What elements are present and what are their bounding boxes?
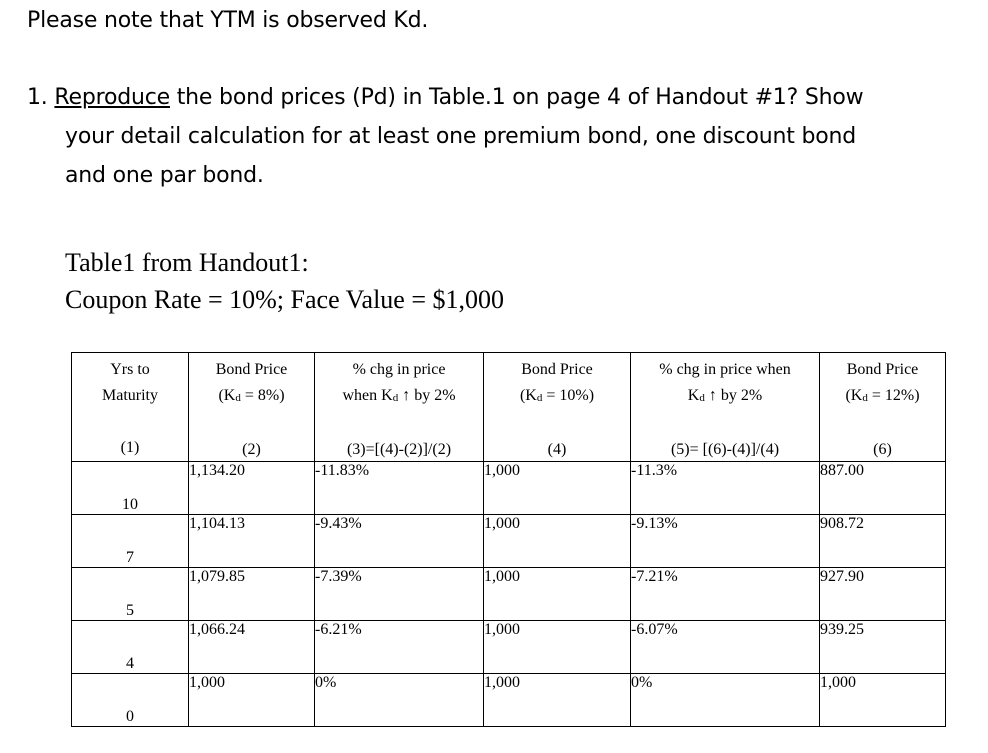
cell-chg-2: -11.3% — [631, 462, 820, 515]
table-row — [72, 568, 946, 621]
cell-price-8: 1,000 — [189, 674, 315, 727]
cell-price-10: 1,000 — [484, 674, 631, 727]
cell-chg-2: -7.21% — [631, 568, 820, 621]
cell-chg-1: -11.83% — [315, 462, 484, 515]
cell-chg-2: -6.07% — [631, 621, 820, 674]
table-row — [72, 515, 946, 568]
table-row — [72, 674, 946, 727]
question-line-1: the bond prices (Pd) in Table.1 on page 4 of Handout #1? Show — [176, 85, 864, 110]
cell-chg-1: -6.21% — [315, 621, 484, 674]
question-line-3: and one par bond. — [65, 163, 264, 188]
header-bond-price-12: Bond Price $(K_d = 12\%)$ (6) — [820, 353, 946, 462]
cell-price-8: 1,134.20 — [189, 462, 315, 515]
header-bond-price-10: Bond Price $(K_d = 10\%)$ (4) — [484, 353, 631, 462]
question-underlined-word: Reproduce — [54, 85, 170, 110]
header-yrs-to-maturity: Yrs to Maturity (1) — [72, 353, 189, 462]
caption-line-2: Coupon Rate = 10%; Face Value = $1,000 — [65, 285, 505, 314]
header-bond-price-8: Bond Price $(K_d = 8\%)$ (2) — [189, 353, 315, 462]
cell-chg-1: 0% — [315, 674, 484, 727]
cell-price-10: 1,000 — [484, 515, 631, 568]
cell-chg-1: -9.43% — [315, 515, 484, 568]
table-row — [72, 462, 946, 515]
cell-price-12: 927.90 — [820, 568, 946, 621]
cell-price-12: 939.25 — [820, 621, 946, 674]
question-number: 1. — [27, 85, 48, 110]
table-header-row — [72, 353, 946, 462]
cell-price-10: 1,000 — [484, 568, 631, 621]
cell-yrs: 4 — [72, 621, 189, 674]
cell-yrs: 7 — [72, 515, 189, 568]
cell-price-8: 1,104.13 — [189, 515, 315, 568]
cell-yrs: 5 — [72, 568, 189, 621]
table-caption — [65, 244, 504, 318]
question-line-2: your detail calculation for at least one premium bond, one discount bond — [65, 124, 856, 149]
cell-yrs: 0 — [72, 674, 189, 727]
bond-price-table — [71, 352, 946, 727]
question-1 — [27, 78, 967, 195]
header-pct-chg-2: % chg in price when $K_d$ ↑ by 2% (5)= [(6)-(4)]/(4) — [631, 353, 820, 462]
cell-chg-1: -7.39% — [315, 568, 484, 621]
caption-line-1: Table1 from Handout1: — [65, 248, 309, 277]
table-row — [72, 621, 946, 674]
cell-chg-2: -9.13% — [631, 515, 820, 568]
cell-price-12: 1,000 — [820, 674, 946, 727]
cell-price-8: 1,079.85 — [189, 568, 315, 621]
cell-price-10: 1,000 — [484, 462, 631, 515]
cell-chg-2: 0% — [631, 674, 820, 727]
cell-price-10: 1,000 — [484, 621, 631, 674]
cell-price-12: 887.00 — [820, 462, 946, 515]
header-pct-chg-1: % chg in price when $K_d$ ↑ by 2% (3)=[(4)-(2)]/(2) — [315, 353, 484, 462]
cell-price-12: 908.72 — [820, 515, 946, 568]
note-text: Please note that YTM is observed Kd. — [27, 8, 429, 33]
cell-price-8: 1,066.24 — [189, 621, 315, 674]
cell-yrs: 10 — [72, 462, 189, 515]
